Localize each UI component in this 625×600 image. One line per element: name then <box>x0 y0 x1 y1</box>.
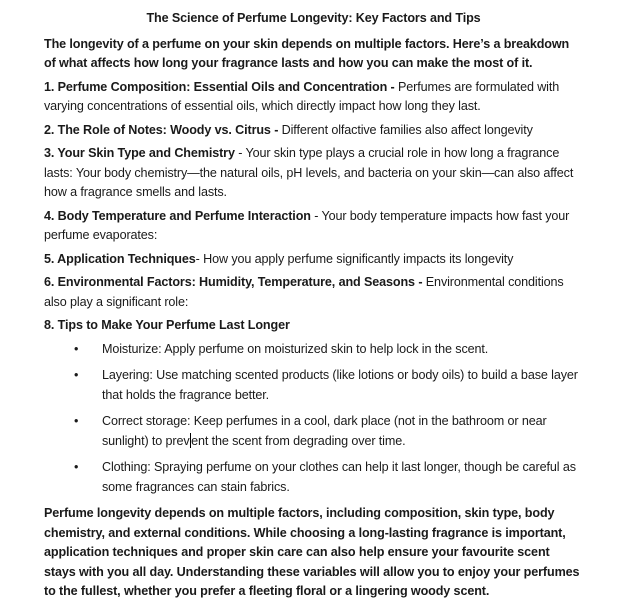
section-3-heading: 3. Your Skin Type and Chemistry <box>44 146 235 160</box>
document-title: The Science of Perfume Longevity: Key Factors and Tips <box>146 11 481 25</box>
section-6-body: Environmental conditions also play a significant role: <box>44 275 564 309</box>
bullet-icon: • <box>74 460 79 474</box>
list-item <box>44 366 583 405</box>
section-5-heading: 5. Application Techniques <box>44 251 196 266</box>
tip-storage-text-before-cursor: Correct storage: Keep perfumes in a cool, dark place (not in the bathroom or near sunlight) to prev <box>102 414 547 448</box>
tip-storage-text[interactable] <box>102 412 583 451</box>
section-3-body: - Your skin type plays a crucial role in how long a fragrance lasts: Your body chemistry—the natural oils, pH levels, and bacteria on your skin—can also affect how a fragrance smells and lasts. <box>44 146 574 199</box>
section-1-heading: 1. Perfume Composition: Essential Oils and Concentration - <box>44 79 398 94</box>
section-1-body: Perfumes are formulated with varying concentrations of essential oils, which directly impact how long they last. <box>44 79 560 113</box>
section-paragraph-4 <box>44 207 583 246</box>
tip-clothing-text: Clothing: Spraying perfume on your clothes can help it last longer, though be careful as some fragrances can stain fabrics. <box>102 460 576 494</box>
section-paragraph-2 <box>44 121 583 141</box>
section-6-heading: 6. Environmental Factors: Humidity, Temperature, and Seasons - <box>44 275 426 289</box>
section-paragraph-3 <box>44 144 583 203</box>
tips-heading: 8. Tips to Make Your Perfume Last Longer <box>44 318 290 332</box>
list-item <box>44 412 583 451</box>
bullet-icon: • <box>74 414 79 428</box>
tips-list <box>44 340 583 498</box>
bullet-icon: • <box>74 341 79 356</box>
conclusion-paragraph: Perfume longevity depends on multiple factors, including composition, skin type, body chemistry, and external conditions. While choosing a long-lasting fragrance is important, application techniques and proper skin care can also help ensure your favourite scent stays with you all day. Understanding these variables will allow you to enjoy your perfumes to the fullest, whether you prefer a fleeting floral or a lingering woody scent. <box>44 506 580 598</box>
section-2-body: Different olfactive families also affect longevity <box>281 122 533 137</box>
tip-layering-text: Layering: Use matching scented products (like lotions or body oils) to build a base layer that holds the fragrance better. <box>102 368 578 402</box>
section-5-body: - How you apply perfume significantly impacts its longevity <box>195 251 514 266</box>
intro-paragraph: The longevity of a perfume on your skin depends on multiple factors. Here’s a breakdown of what affects how long your fragrance lasts and how you can make the most of it. <box>44 36 570 70</box>
section-paragraph-6 <box>44 273 583 312</box>
list-item <box>44 458 583 497</box>
bullet-icon: • <box>74 368 79 382</box>
section-2-heading: 2. The Role of Notes: Woody vs. Citrus - <box>44 122 282 137</box>
tip-storage-text-after-cursor: ent the scent from degrading over time. <box>191 433 406 448</box>
section-paragraph-5 <box>44 250 583 270</box>
section-4-body: - Your body temperature impacts how fast your perfume evaporates: <box>44 208 570 242</box>
list-item <box>44 340 583 360</box>
section-4-heading: 4. Body Temperature and Perfume Interaction <box>44 208 311 223</box>
section-paragraph-1 <box>44 78 583 117</box>
tip-moisturize-text: Moisturize: Apply perfume on moisturized skin to help lock in the scent. <box>102 341 489 356</box>
